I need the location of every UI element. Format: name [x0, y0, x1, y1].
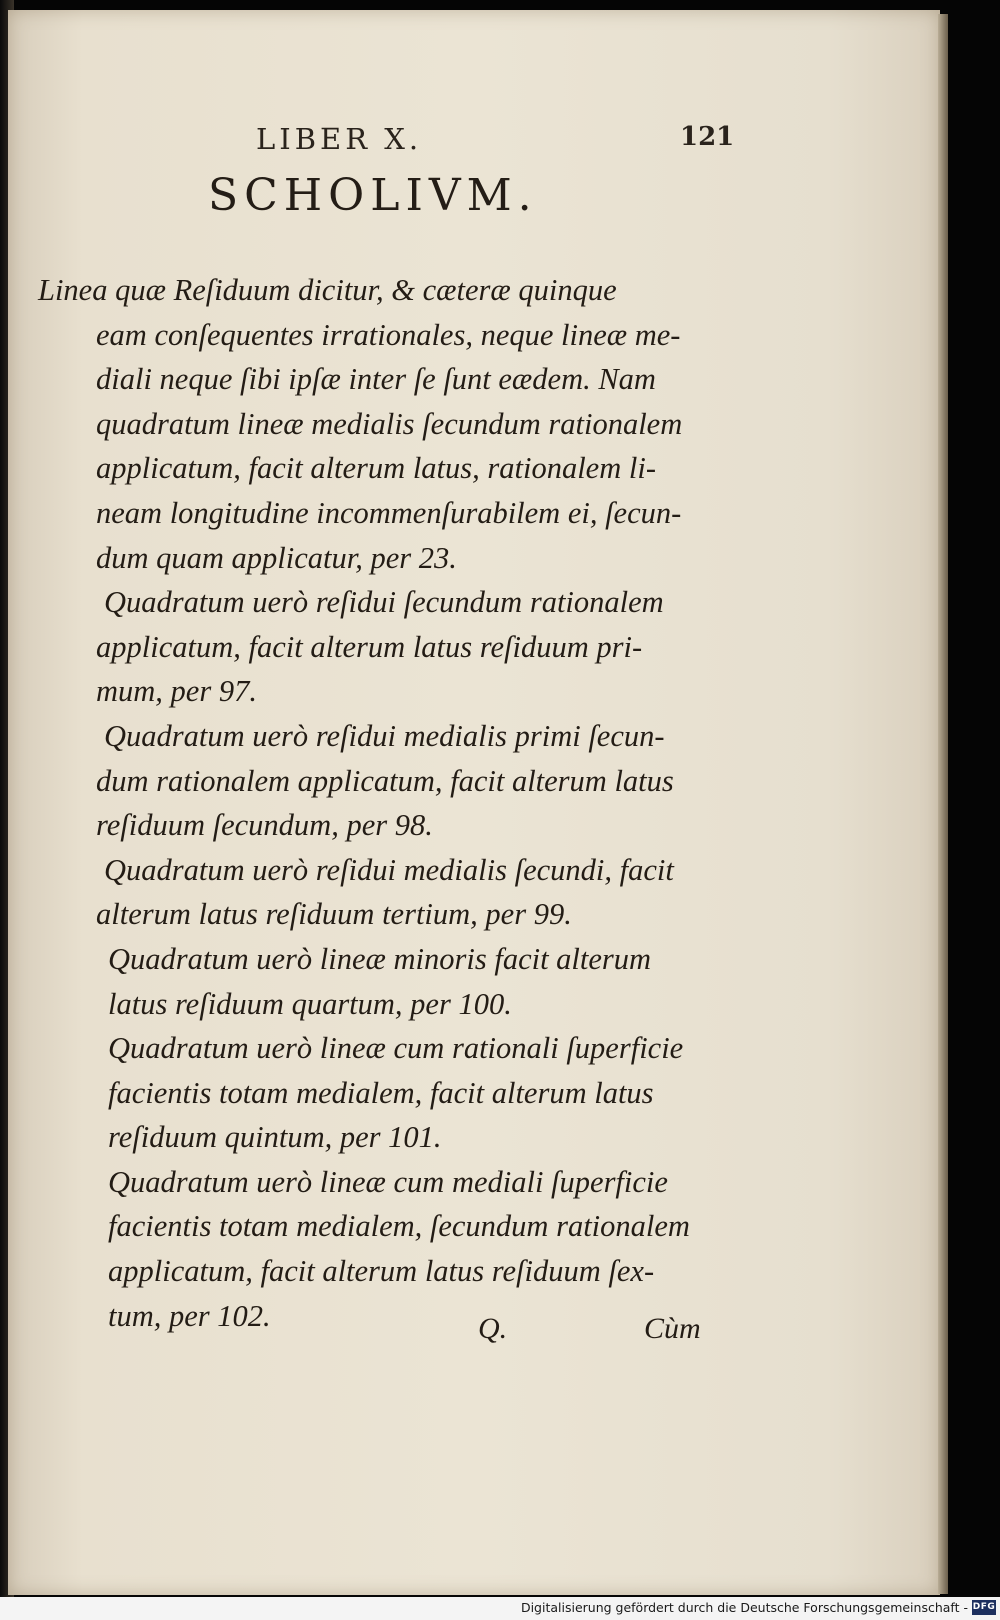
funding-notice: Digitalisierung gefördert durch die Deutsche Forschungsgemeinschaft - — [520, 1600, 968, 1615]
text-line: reſiduum ſecundum, per 98. — [96, 808, 433, 843]
page-edge — [938, 14, 948, 1594]
text-line: Quadratum uerò reſidui medialis ſecundi, facit — [104, 852, 674, 887]
text-line: dum quam applicatur, per 23. — [96, 540, 457, 575]
footer-bar — [0, 1597, 1000, 1620]
text-line: facientis totam medialem, ſecundum rationalem — [108, 1209, 690, 1244]
section-heading: SCHOLIVM. — [208, 170, 538, 221]
text-line: Quadratum uerò lineæ minoris facit alterum — [108, 941, 652, 976]
catchwords — [478, 1312, 718, 1352]
text-line: Quadratum uerò lineæ cum rationali ſuperficie — [108, 1031, 684, 1066]
text-line: mum, per 97. — [96, 674, 257, 709]
text-line: tum, per 102. — [108, 1298, 271, 1333]
running-head: LIBER X. — [256, 122, 423, 156]
catchword: Cùm — [644, 1312, 701, 1345]
text-line: Linea quæ Reſiduum dicitur, & cæteræ quinque — [38, 273, 617, 307]
signature-mark: Q. — [478, 1312, 508, 1345]
text-line: applicatum, facit alterum latus, rationalem li- — [96, 451, 656, 486]
text-line: eam conſequentes irrationales, neque lineæ me- — [96, 317, 681, 352]
text-line: Quadratum uerò reſidui ſecundum rationalem — [104, 585, 664, 620]
text-line: quadratum lineæ medialis ſecundum rationalem — [96, 406, 683, 441]
book-page — [8, 10, 940, 1595]
text-line: facientis totam medialem, facit alterum latus — [108, 1075, 654, 1110]
text-line: latus reſiduum quartum, per 100. — [108, 986, 512, 1021]
text-line: Quadratum uerò reſidui medialis primi ſecun- — [104, 718, 665, 753]
text-line: applicatum, facit alterum latus reſiduum pri- — [96, 629, 643, 664]
text-line: Quadratum uerò lineæ cum mediali ſuperficie — [108, 1164, 668, 1199]
text-line: applicatum, facit alterum latus reſiduum ſex- — [108, 1254, 655, 1289]
text-line: neam longitudine incommenſurabilem ei, ſecun- — [96, 495, 682, 530]
dfg-logo-icon: DFG — [972, 1600, 996, 1615]
text-line: dum rationalem applicatum, facit alterum latus — [96, 763, 674, 798]
text-line: reſiduum quintum, per 101. — [108, 1120, 442, 1155]
text-line: alterum latus reſiduum tertium, per 99. — [96, 897, 572, 932]
body-text — [38, 268, 738, 1338]
page-number: 121 — [680, 122, 735, 152]
text-line: diali neque ſibi ipſæ inter ſe ſunt eædem. Nam — [96, 362, 656, 397]
